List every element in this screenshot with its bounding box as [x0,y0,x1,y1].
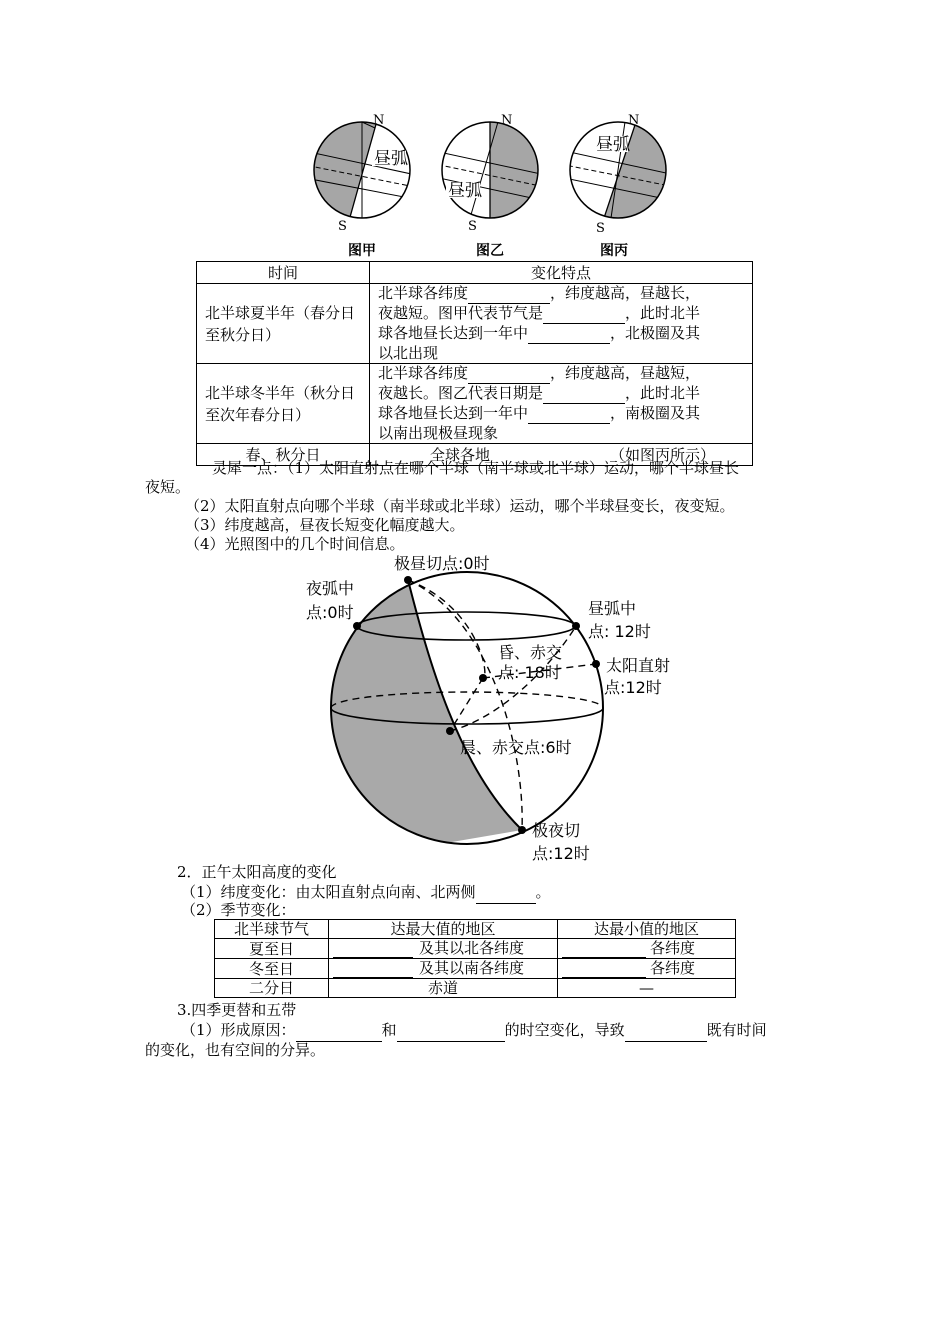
max-equinox: 赤道 [329,979,558,998]
th-change: 变化特点 [370,262,753,284]
row-equinox-time: 春、秋分日 [197,444,370,466]
figure-bing [560,110,680,236]
section2-title: 2．正午太阳高度的变化 [177,863,337,881]
point-polar-night-tangent [518,826,526,834]
term-equinox: 二分日 [215,979,329,998]
point-dusk-equator [479,674,487,682]
label-day-mid-1: 昼弧中 [588,599,637,618]
tip-1a: 灵犀一点：（1）太阳直射点在哪个半球（南半球或北半球）运动，哪个半球昼长 [212,459,740,477]
blank[interactable] [528,404,610,424]
illumination-figures [300,110,680,262]
figure-jia [300,110,430,260]
fig-yi-n: N [501,113,513,128]
fig-yi-day-arc: 昼弧 [448,181,482,201]
row-winter-desc: 北半球各纬度 ，纬度越高，昼越短， 夜越长。图乙代表日期是 ，此时北半 球各地昼长达到一年中 ，南极圈及其 以南出现极昼现象 [370,364,753,444]
fig-bing-s: S [596,221,605,236]
blank[interactable] [468,364,550,384]
section3-title: 3.四季更替和五带 [177,1001,297,1019]
blank[interactable] [625,1020,707,1042]
blank[interactable] [543,304,625,324]
tip-3: （3）纬度越高，昼夜长短变化幅度越大。 [185,516,465,534]
section2-season: （2）季节变化： [181,901,296,919]
point-night-arc-mid [353,622,361,630]
blank[interactable] [476,882,536,904]
row-summer-desc: 北半球各纬度 ，纬度越高，昼越长， 夜越短。图甲代表节气是 ，此时北半 球各地昼长达到一年中 ，北极圈及其 以北出现 [370,284,753,364]
point-subsolar [592,660,600,668]
globe-diagram [300,548,670,868]
blank[interactable] [528,324,610,344]
row-summer-time: 北半球夏半年（春分日至秋分日） [197,284,370,364]
section3-cause: （1）形成原因： 和 的时空变化，导致 既有时间 [181,1020,767,1042]
blank[interactable] [333,939,413,958]
th-term: 北半球节气 [215,920,329,939]
th-max: 达最大值的地区 [329,920,558,939]
fig-jia-day-arc: 昼弧 [374,149,408,169]
section3-cause-cont: 的变化，也有空间的分异。 [145,1041,326,1059]
max-winter: 及其以南各纬度 [329,959,558,979]
tip-4: （4）光照图中的几个时间信息。 [185,535,405,553]
min-equinox: — [558,979,736,998]
label-night-mid-2: 点:0时 [306,603,354,622]
caption-yi: 图乙 [476,243,504,259]
blank[interactable] [562,939,646,958]
point-day-arc-mid [572,622,580,630]
label-day-mid-2: 点: 12时 [588,622,651,641]
section2-latitude: （1）纬度变化：由太阳直射点向南、北两侧 。 [181,882,551,904]
min-summer: 各纬度 [558,939,736,959]
th-min: 达最小值的地区 [558,920,736,939]
tip-2: （2）太阳直射点向哪个半球（南半球或北半球）运动，哪个半球昼变长，夜变短。 [185,497,735,515]
caption-jia: 图甲 [348,243,376,259]
th-time: 时间 [197,262,370,284]
row-winter-time: 北半球冬半年（秋分日至次年春分日） [197,364,370,444]
label-subsolar-1: 太阳直射 [606,656,670,675]
point-polar-day-tangent [404,576,412,584]
label-dusk-2: 点: 18时 [498,663,561,682]
label-dawn: 晨、赤交点:6时 [460,738,572,757]
label-subsolar-2: 点:12时 [604,678,662,697]
caption-bing: 图丙 [600,243,628,259]
figure-yi [430,110,550,234]
fig-yi-s: S [468,219,477,234]
max-summer: 及其以北各纬度 [329,939,558,959]
blank[interactable] [397,1020,505,1042]
fig-bing-day-arc: 昼弧 [596,135,630,155]
label-dusk-1: 昏、赤交 [498,643,563,662]
label-night-mid-1: 夜弧中 [306,579,355,598]
blank[interactable] [333,959,413,978]
blank[interactable] [543,384,625,404]
tip-1b: 夜短。 [145,478,191,496]
min-winter: 各纬度 [558,959,736,979]
blank[interactable] [562,959,646,978]
noon-altitude-table [214,919,736,998]
label-polar-night-2: 点:12时 [532,844,590,863]
blank[interactable] [296,1020,382,1042]
day-night-table [196,261,753,466]
fig-jia-s: S [338,219,347,234]
fig-bing-n: N [628,113,640,128]
term-summer: 夏至日 [215,939,329,959]
point-dawn-equator [446,727,454,735]
row-equinox-desc: 全球各地 （如图丙所示） [370,444,753,466]
label-polar-day-tangent: 极昼切点:0时 [394,554,490,573]
term-winter: 冬至日 [215,959,329,979]
blank[interactable] [468,284,550,304]
fig-jia-n: N [373,113,385,128]
label-polar-night-1: 极夜切 [532,821,581,840]
